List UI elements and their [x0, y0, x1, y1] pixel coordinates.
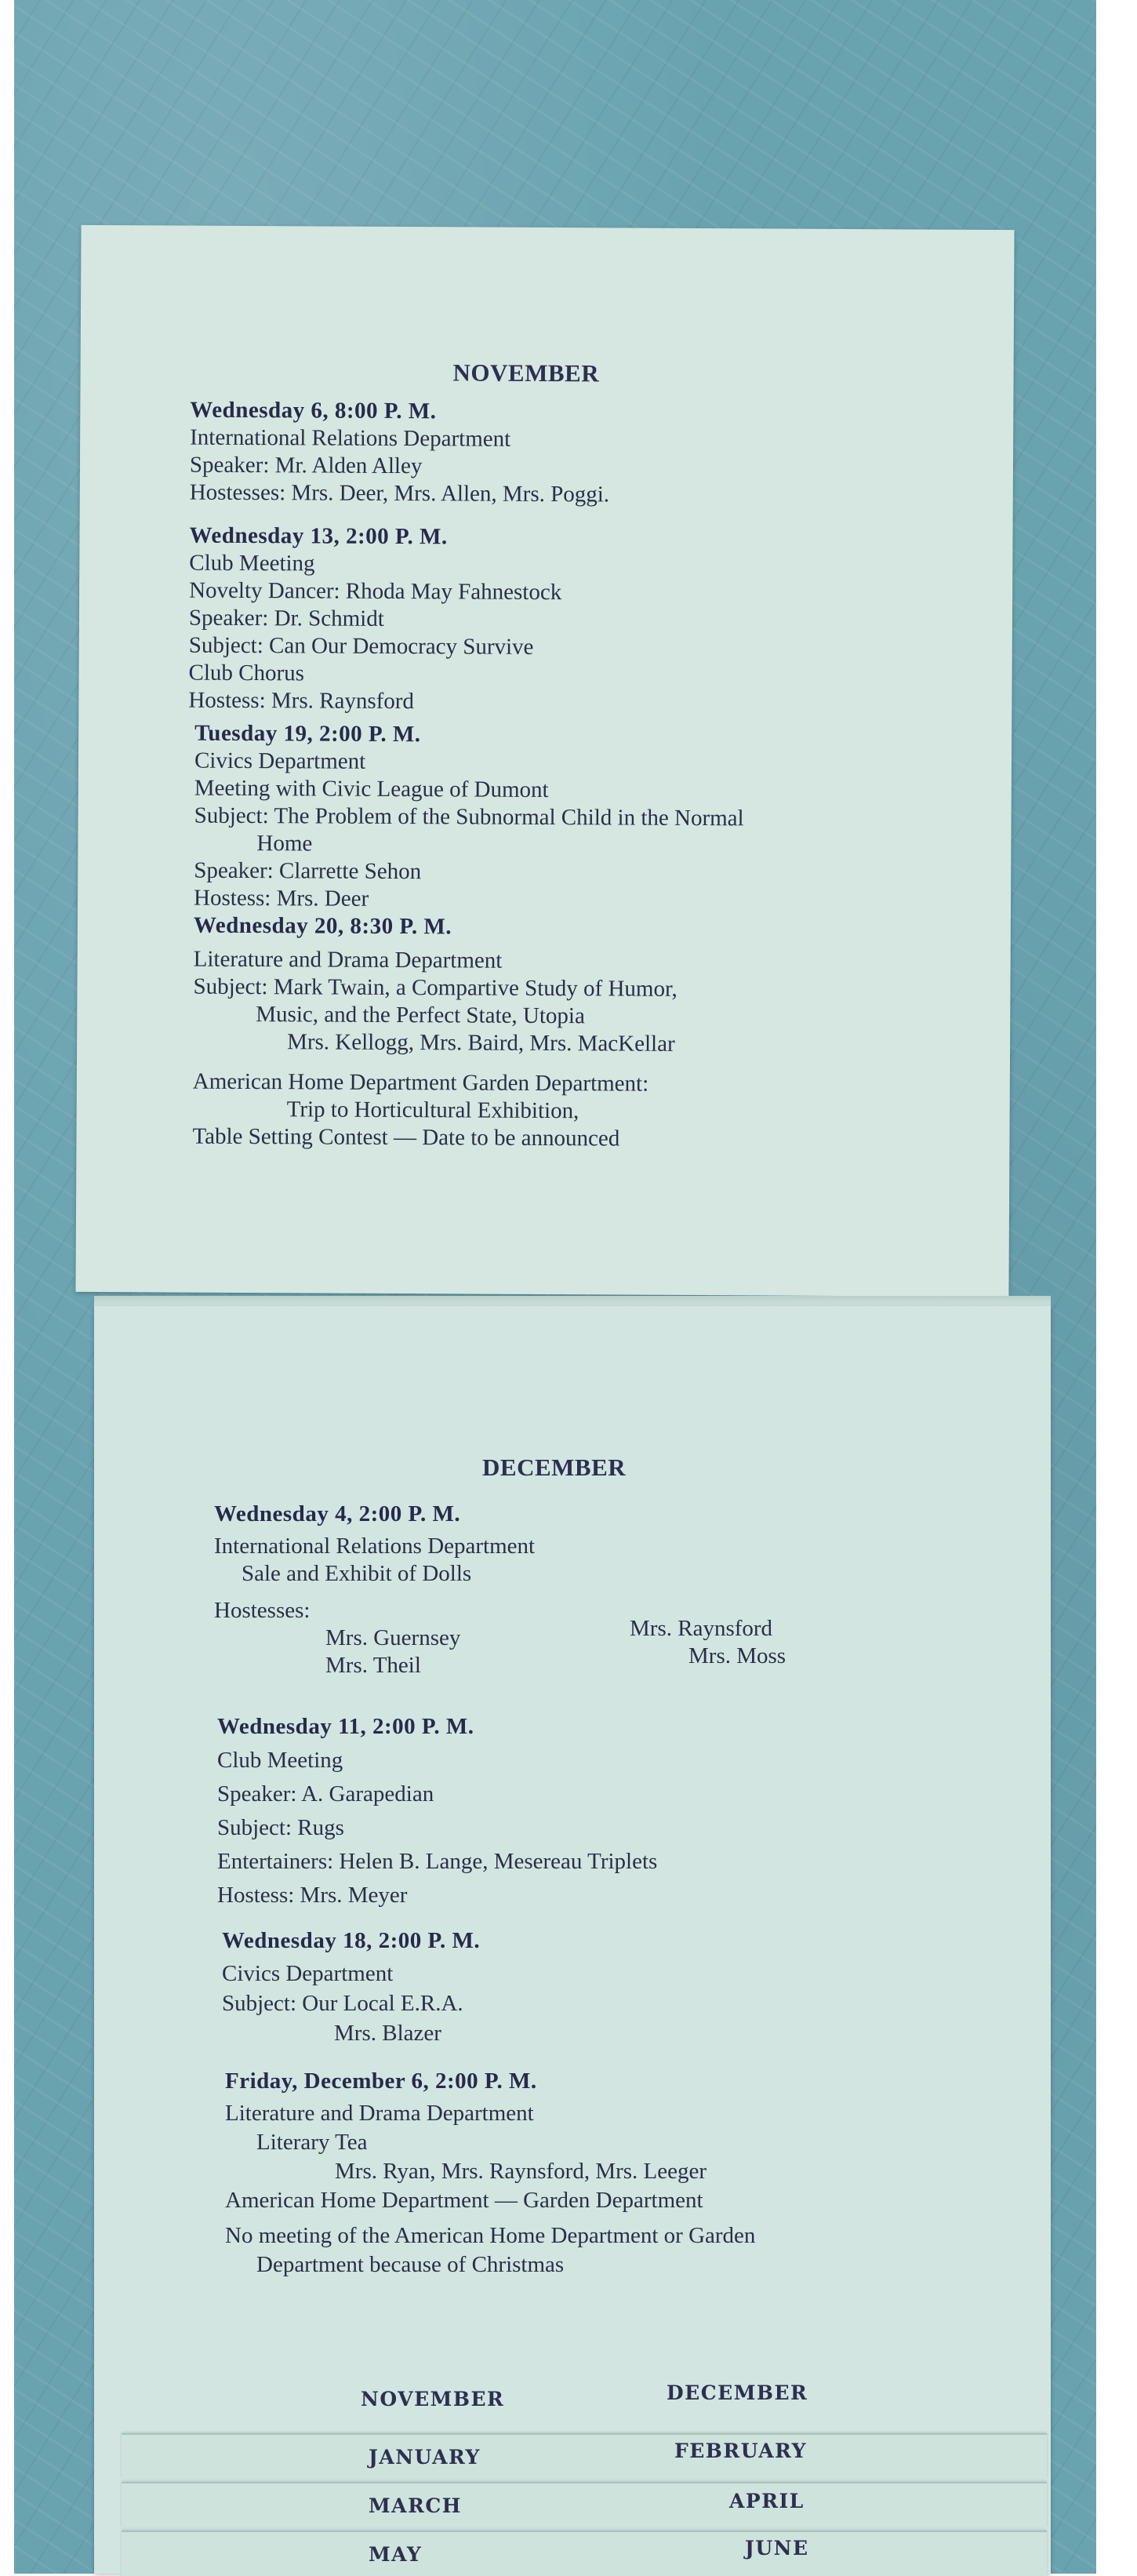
- hostess-name: Mrs. Theil: [325, 1653, 421, 1678]
- event-line: International Relations Department: [214, 1534, 536, 1559]
- event-line: Hostess: Mrs. Raynsford: [188, 687, 415, 715]
- event-line: Subject: Rugs: [217, 1815, 344, 1840]
- tab-march[interactable]: MARCH: [369, 2494, 462, 2517]
- event-date: Wednesday 13, 2:00 P. M.: [189, 522, 448, 550]
- tab-april[interactable]: APRIL: [729, 2490, 805, 2512]
- dec-event-2: [217, 1710, 657, 1912]
- event-line: Table Setting Contest — Date to be announced: [192, 1123, 620, 1152]
- event-line: Literature and Drama Department: [225, 2101, 534, 2126]
- dec-event-4: [225, 2067, 755, 2279]
- november-title: NOVEMBER: [452, 358, 600, 387]
- hostesses-right: [630, 1615, 786, 1670]
- event-line: Literature and Drama Department: [193, 946, 503, 973]
- event-line: American Home Department Garden Department:: [192, 1068, 649, 1097]
- event-line: American Home Department — Garden Department: [225, 2188, 703, 2213]
- nov-event-1: [190, 397, 610, 509]
- tab-row: [122, 2482, 1047, 2527]
- event-line: Subject: Mark Twain, a Compartive Study of Humor,: [193, 973, 677, 1002]
- event-line: Civics Department: [194, 748, 366, 774]
- event-line: Hostess: Mrs. Deer: [193, 885, 369, 911]
- event-line: Meeting with Civic League of Dumont: [194, 775, 549, 803]
- event-line: Speaker: A. Garapedian: [217, 1781, 434, 1806]
- event-date: Wednesday 4, 2:00 P. M.: [214, 1501, 461, 1526]
- event-line: Hostess: Mrs. Meyer: [217, 1883, 408, 1908]
- tab-january[interactable]: JANUARY: [369, 2446, 481, 2469]
- event-line: Literary Tea: [256, 2130, 368, 2155]
- nov-event-4: [192, 912, 677, 1153]
- november-page: [75, 225, 1014, 1297]
- tab-row: [122, 2377, 1047, 2421]
- event-line: Trip to Horticultural Exhibition,: [286, 1097, 579, 1124]
- hostess-name: Mrs. Raynsford: [630, 1616, 773, 1641]
- nov-event-2: [188, 522, 561, 716]
- event-date: Friday, December 6, 2:00 P. M.: [225, 2068, 537, 2094]
- event-date: Wednesday 18, 2:00 P. M.: [222, 1928, 481, 1953]
- event-line: Civics Department: [222, 1961, 394, 1986]
- event-date: Tuesday 19, 2:00 P. M.: [194, 720, 421, 748]
- event-line: Subject: The Problem of the Subnormal Child in the Normal: [194, 802, 744, 831]
- tab-may[interactable]: MAY: [369, 2543, 423, 2566]
- hostess-name: Mrs. Moss: [688, 1643, 786, 1668]
- event-line: International Relations Department: [190, 424, 511, 452]
- tab-june[interactable]: JUNE: [745, 2537, 809, 2560]
- event-line: Hostesses:: [214, 1598, 311, 1623]
- event-date: Wednesday 20, 8:30 P. M.: [193, 912, 452, 940]
- event-line: No meeting of the American Home Department or Garden: [225, 2223, 756, 2248]
- event-line: Mrs. Blazer: [334, 2021, 441, 2046]
- event-line: Subject: Our Local E.R.A.: [222, 1991, 463, 2016]
- event-date: Wednesday 11, 2:00 P. M.: [217, 1714, 474, 1739]
- event-line: Sale and Exhibit of Dolls: [242, 1561, 472, 1586]
- event-line: Entertainers: Helen B. Lange, Mesereau Triplets: [217, 1849, 658, 1874]
- hostesses-left: [325, 1625, 460, 1679]
- booklet-spine: [94, 1296, 1051, 1307]
- event-line: Club Chorus: [188, 660, 305, 686]
- event-line: Hostesses: Mrs. Deer, Mrs. Allen, Mrs. Poggi.: [189, 479, 610, 508]
- event-line: Speaker: Clarrette Sehon: [194, 857, 422, 885]
- tab-november[interactable]: NOVEMBER: [361, 2388, 505, 2410]
- event-line: Music, and the Perfect State, Utopia: [256, 1002, 585, 1029]
- tab-row: [122, 2531, 1047, 2576]
- hostess-name: Mrs. Guernsey: [325, 1625, 461, 1650]
- december-title: DECEMBER: [482, 1454, 627, 1481]
- event-line: Department because of Christmas: [256, 2252, 565, 2277]
- event-line: Mrs. Ryan, Mrs. Raynsford, Mrs. Leeger: [335, 2159, 707, 2184]
- event-line: Speaker: Dr. Schmidt: [188, 605, 384, 631]
- event-line: Speaker: Mr. Alden Alley: [189, 452, 423, 479]
- event-line: Club Meeting: [217, 1748, 343, 1773]
- event-line: Club Meeting: [189, 550, 315, 577]
- event-line: Subject: Can Our Democracy Survive: [188, 632, 534, 660]
- month-tabs: [122, 2377, 1047, 2574]
- nov-event-3: [194, 720, 744, 915]
- event-line: Mrs. Kellogg, Mrs. Baird, Mrs. MacKellar: [287, 1029, 675, 1057]
- tab-december[interactable]: DECEMBER: [667, 2381, 808, 2404]
- dec-event-1: [214, 1501, 786, 1681]
- tab-row: [122, 2433, 1047, 2479]
- event-line: Novelty Dancer: Rhoda May Fahnestock: [189, 577, 562, 606]
- tab-february[interactable]: FEBRUARY: [674, 2440, 807, 2462]
- event-date: Wednesday 6, 8:00 P. M.: [190, 397, 437, 424]
- dec-event-3: [222, 1926, 480, 2048]
- event-line: Home: [256, 831, 313, 857]
